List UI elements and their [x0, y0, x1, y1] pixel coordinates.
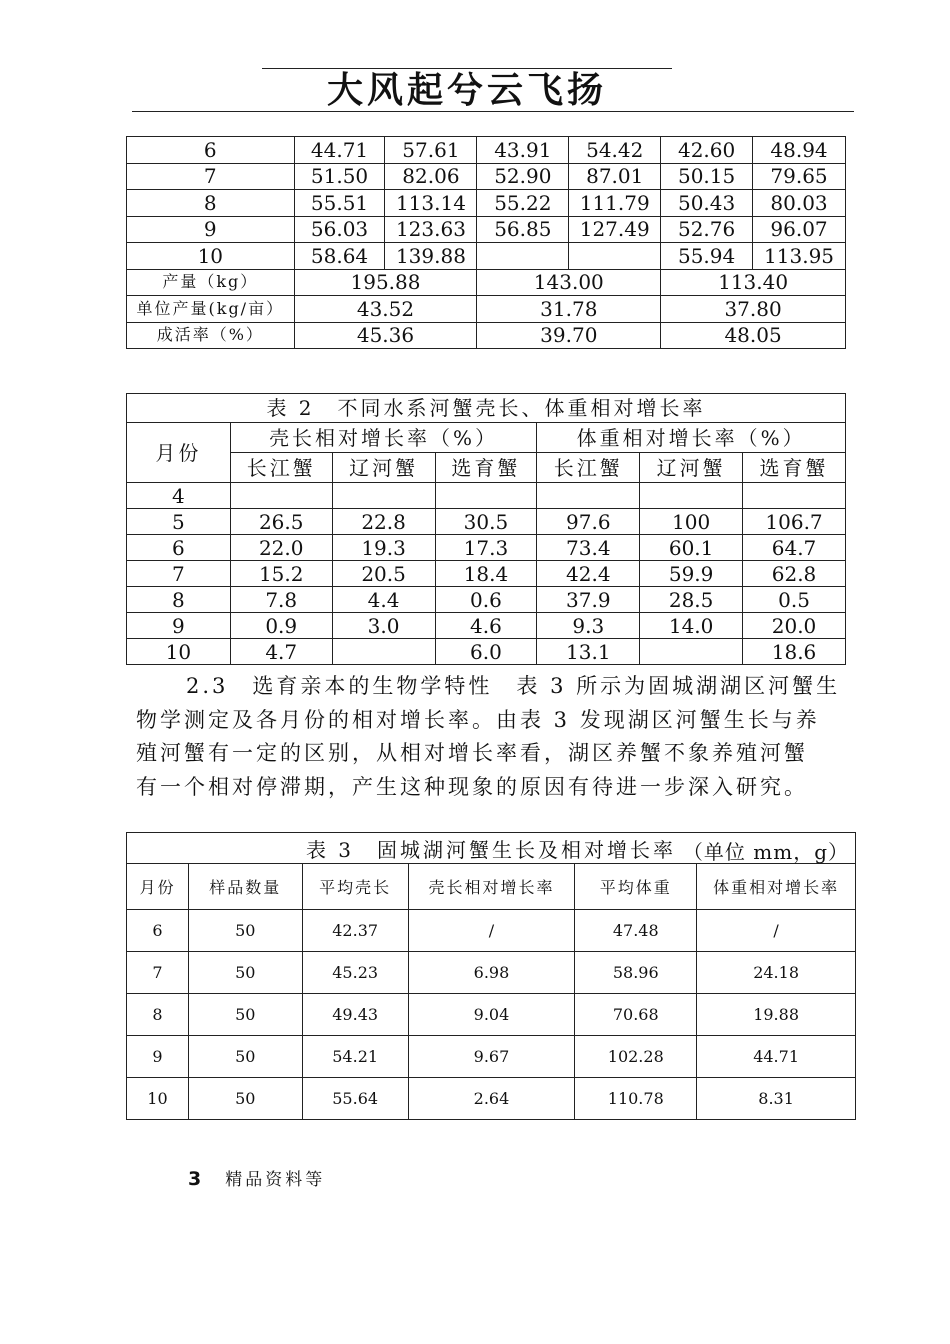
- table-row: [127, 952, 856, 994]
- table-cell: 113.95: [753, 243, 846, 270]
- table-cell: 58.96: [575, 952, 697, 994]
- table-row: [127, 587, 846, 613]
- table-cell: 19.88: [697, 994, 856, 1036]
- table-cell: 47.48: [575, 910, 697, 952]
- table3-unit: （单位 mm，g）: [682, 840, 849, 864]
- table-cell: 56.03: [294, 216, 385, 243]
- table-row: [127, 1078, 856, 1120]
- table-cell: [435, 483, 537, 509]
- column-header: 体重相对增长率: [697, 864, 856, 910]
- summary-row: [127, 269, 846, 296]
- table-cell: 13.1: [537, 639, 640, 665]
- summary-row: [127, 322, 846, 349]
- summary-label: 产量（kg）: [127, 269, 295, 296]
- table-cell: [537, 483, 640, 509]
- table-cell: 139.88: [385, 243, 477, 270]
- page-header-title: 大风起兮云飞扬: [326, 69, 607, 111]
- body-paragraph: [136, 670, 846, 804]
- table-cell: 20.0: [743, 613, 846, 639]
- table-cell: 73.4: [537, 535, 640, 561]
- table-cell: 37.9: [537, 587, 640, 613]
- table-cell: 14.0: [640, 613, 743, 639]
- table-row: [127, 243, 846, 270]
- table-cell: 54.42: [569, 137, 661, 164]
- paragraph-line: 有一个相对停滞期，产生这种现象的原因有待进一步深入研究。: [136, 774, 808, 799]
- table-cell: /: [697, 910, 856, 952]
- table-cell: /: [408, 910, 575, 952]
- table-cell: 9: [127, 1036, 189, 1078]
- table-row: [127, 1036, 856, 1078]
- table-cell: 9.67: [408, 1036, 575, 1078]
- table-cell: 2.64: [408, 1078, 575, 1120]
- table2: [126, 393, 846, 665]
- table-cell: [569, 243, 661, 270]
- table-cell: 48.05: [661, 322, 846, 349]
- paragraph-line: 2.3 选育亲本的生物学特性 表 3 所示为固城湖湖区河蟹生: [186, 674, 841, 698]
- table-cell: 113.14: [385, 190, 477, 217]
- table-cell: 9.3: [537, 613, 640, 639]
- table-cell: 7: [127, 952, 189, 994]
- table-cell: 8: [127, 587, 231, 613]
- table-cell: 6.0: [435, 639, 537, 665]
- table-cell: 102.28: [575, 1036, 697, 1078]
- table-cell: 44.71: [294, 137, 385, 164]
- table-cell: 110.78: [575, 1078, 697, 1120]
- table-row: [127, 639, 846, 665]
- table-cell: 37.80: [661, 296, 846, 323]
- table-cell: 4: [127, 483, 231, 509]
- table-cell: 52.76: [661, 216, 753, 243]
- table-cell: 0.6: [435, 587, 537, 613]
- table-cell: [640, 483, 743, 509]
- column-header: 辽河蟹: [640, 453, 743, 483]
- table-cell: 106.7: [743, 509, 846, 535]
- table-cell: 4.6: [435, 613, 537, 639]
- table-cell: 45.36: [294, 322, 477, 349]
- table-cell: 8.31: [697, 1078, 856, 1120]
- page-number: 3: [188, 1168, 202, 1190]
- column-header: 选育蟹: [435, 453, 537, 483]
- table-cell: 6: [127, 535, 231, 561]
- column-header: 平均体重: [575, 864, 697, 910]
- group-header: 壳长相对增长率（%）: [230, 423, 537, 453]
- paragraph-line: 殖河蟹有一定的区别，从相对增长率看，湖区养蟹不象养殖河蟹: [136, 741, 808, 765]
- table-cell: 55.94: [661, 243, 753, 270]
- table-row: [127, 163, 846, 190]
- table-cell: 10: [127, 1078, 189, 1120]
- column-header: 长江蟹: [537, 453, 640, 483]
- table-cell: 50: [188, 952, 302, 994]
- table-cell: 7: [127, 163, 295, 190]
- table-cell: 59.9: [640, 561, 743, 587]
- table-cell: 55.64: [302, 1078, 408, 1120]
- table-cell: 10: [127, 639, 231, 665]
- table-cell: 0.5: [743, 587, 846, 613]
- table-cell: 39.70: [477, 322, 661, 349]
- table-cell: 50: [188, 910, 302, 952]
- table-cell: 55.51: [294, 190, 385, 217]
- header-rule-bottom: [132, 111, 854, 112]
- table-cell: 9: [127, 216, 295, 243]
- table-cell: 96.07: [753, 216, 846, 243]
- table-cell: 80.03: [753, 190, 846, 217]
- table-row: [127, 910, 856, 952]
- table-cell: 31.78: [477, 296, 661, 323]
- table-cell: 3.0: [332, 613, 435, 639]
- table-cell: 42.37: [302, 910, 408, 952]
- table-cell: 51.50: [294, 163, 385, 190]
- table-cell: 45.23: [302, 952, 408, 994]
- table-cell: 5: [127, 509, 231, 535]
- footer-text: 精品资料等: [225, 1170, 326, 1190]
- table-cell: 42.60: [661, 137, 753, 164]
- table3: [126, 832, 856, 1120]
- table-cell: [230, 483, 332, 509]
- table-cell: 9: [127, 613, 231, 639]
- table-cell: 97.6: [537, 509, 640, 535]
- table-cell: [743, 483, 846, 509]
- table-cell: 4.7: [230, 639, 332, 665]
- table2-caption: 表 2 不同水系河蟹壳长、体重相对增长率: [127, 394, 846, 423]
- table-cell: 100: [640, 509, 743, 535]
- table-row: [127, 535, 846, 561]
- table-row: [127, 994, 856, 1036]
- table-cell: 4.4: [332, 587, 435, 613]
- table-cell: 6: [127, 137, 295, 164]
- table-cell: 6: [127, 910, 189, 952]
- table-cell: 52.90: [477, 163, 569, 190]
- table-cell: 54.21: [302, 1036, 408, 1078]
- group-header: 体重相对增长率（%）: [537, 423, 846, 453]
- table-cell: 9.04: [408, 994, 575, 1036]
- table3-caption-cell: [127, 833, 856, 864]
- summary-row: [127, 296, 846, 323]
- table-cell: 20.5: [332, 561, 435, 587]
- table-row: [127, 216, 846, 243]
- table-cell: 22.8: [332, 509, 435, 535]
- table-cell: 15.2: [230, 561, 332, 587]
- table-cell: 43.52: [294, 296, 477, 323]
- table-cell: [640, 639, 743, 665]
- summary-label: 单位产量(kg/亩）: [127, 296, 295, 323]
- column-header: 选育蟹: [743, 453, 846, 483]
- month-header: 月份: [127, 423, 231, 483]
- column-header: 长江蟹: [230, 453, 332, 483]
- table-cell: 7.8: [230, 587, 332, 613]
- table-cell: 79.65: [753, 163, 846, 190]
- table-row: [127, 613, 846, 639]
- table-cell: 24.18: [697, 952, 856, 994]
- table-cell: 42.4: [537, 561, 640, 587]
- table-cell: 58.64: [294, 243, 385, 270]
- table3-caption: 表 3 固城湖河蟹生长及相对增长率: [305, 837, 677, 862]
- table-row: [127, 483, 846, 509]
- table-cell: 82.06: [385, 163, 477, 190]
- table-cell: 30.5: [435, 509, 537, 535]
- table-cell: 0.9: [230, 613, 332, 639]
- column-header: 辽河蟹: [332, 453, 435, 483]
- table-cell: 50: [188, 1078, 302, 1120]
- table-cell: 17.3: [435, 535, 537, 561]
- table-cell: 127.49: [569, 216, 661, 243]
- table-cell: 87.01: [569, 163, 661, 190]
- table-cell: 49.43: [302, 994, 408, 1036]
- table-cell: 19.3: [332, 535, 435, 561]
- summary-label: 成活率（%）: [127, 322, 295, 349]
- table-cell: 18.4: [435, 561, 537, 587]
- table-cell: 64.7: [743, 535, 846, 561]
- table-cell: 70.68: [575, 994, 697, 1036]
- table-row: [127, 561, 846, 587]
- table-cell: 18.6: [743, 639, 846, 665]
- table-cell: 8: [127, 994, 189, 1036]
- column-header: 壳长相对增长率: [408, 864, 575, 910]
- table1: [126, 136, 846, 349]
- table-cell: 195.88: [294, 269, 477, 296]
- table-cell: 6.98: [408, 952, 575, 994]
- table-cell: [332, 483, 435, 509]
- column-header: 月份: [127, 864, 189, 910]
- table-row: [127, 137, 846, 164]
- table-cell: 50: [188, 994, 302, 1036]
- table-cell: [332, 639, 435, 665]
- table-cell: 26.5: [230, 509, 332, 535]
- table-cell: 111.79: [569, 190, 661, 217]
- table-cell: 28.5: [640, 587, 743, 613]
- table-cell: 48.94: [753, 137, 846, 164]
- table-cell: 123.63: [385, 216, 477, 243]
- table-cell: 113.40: [661, 269, 846, 296]
- column-header: 样品数量: [188, 864, 302, 910]
- table-cell: 8: [127, 190, 295, 217]
- table-cell: 60.1: [640, 535, 743, 561]
- page-footer: [188, 1165, 325, 1190]
- table-cell: 50.15: [661, 163, 753, 190]
- table-cell: 10: [127, 243, 295, 270]
- table-cell: 7: [127, 561, 231, 587]
- table-cell: [477, 243, 569, 270]
- table-cell: 143.00: [477, 269, 661, 296]
- table-cell: 50: [188, 1036, 302, 1078]
- table-cell: 62.8: [743, 561, 846, 587]
- column-header: 平均壳长: [302, 864, 408, 910]
- table-cell: 22.0: [230, 535, 332, 561]
- table-cell: 50.43: [661, 190, 753, 217]
- paragraph-line: 物学测定及各月份的相对增长率。由表 3 发现湖区河蟹生长与养: [136, 707, 820, 732]
- table-row: [127, 190, 846, 217]
- table-cell: 43.91: [477, 137, 569, 164]
- table-cell: 55.22: [477, 190, 569, 217]
- table-cell: 56.85: [477, 216, 569, 243]
- table-cell: 57.61: [385, 137, 477, 164]
- table-cell: 44.71: [697, 1036, 856, 1078]
- table-row: [127, 509, 846, 535]
